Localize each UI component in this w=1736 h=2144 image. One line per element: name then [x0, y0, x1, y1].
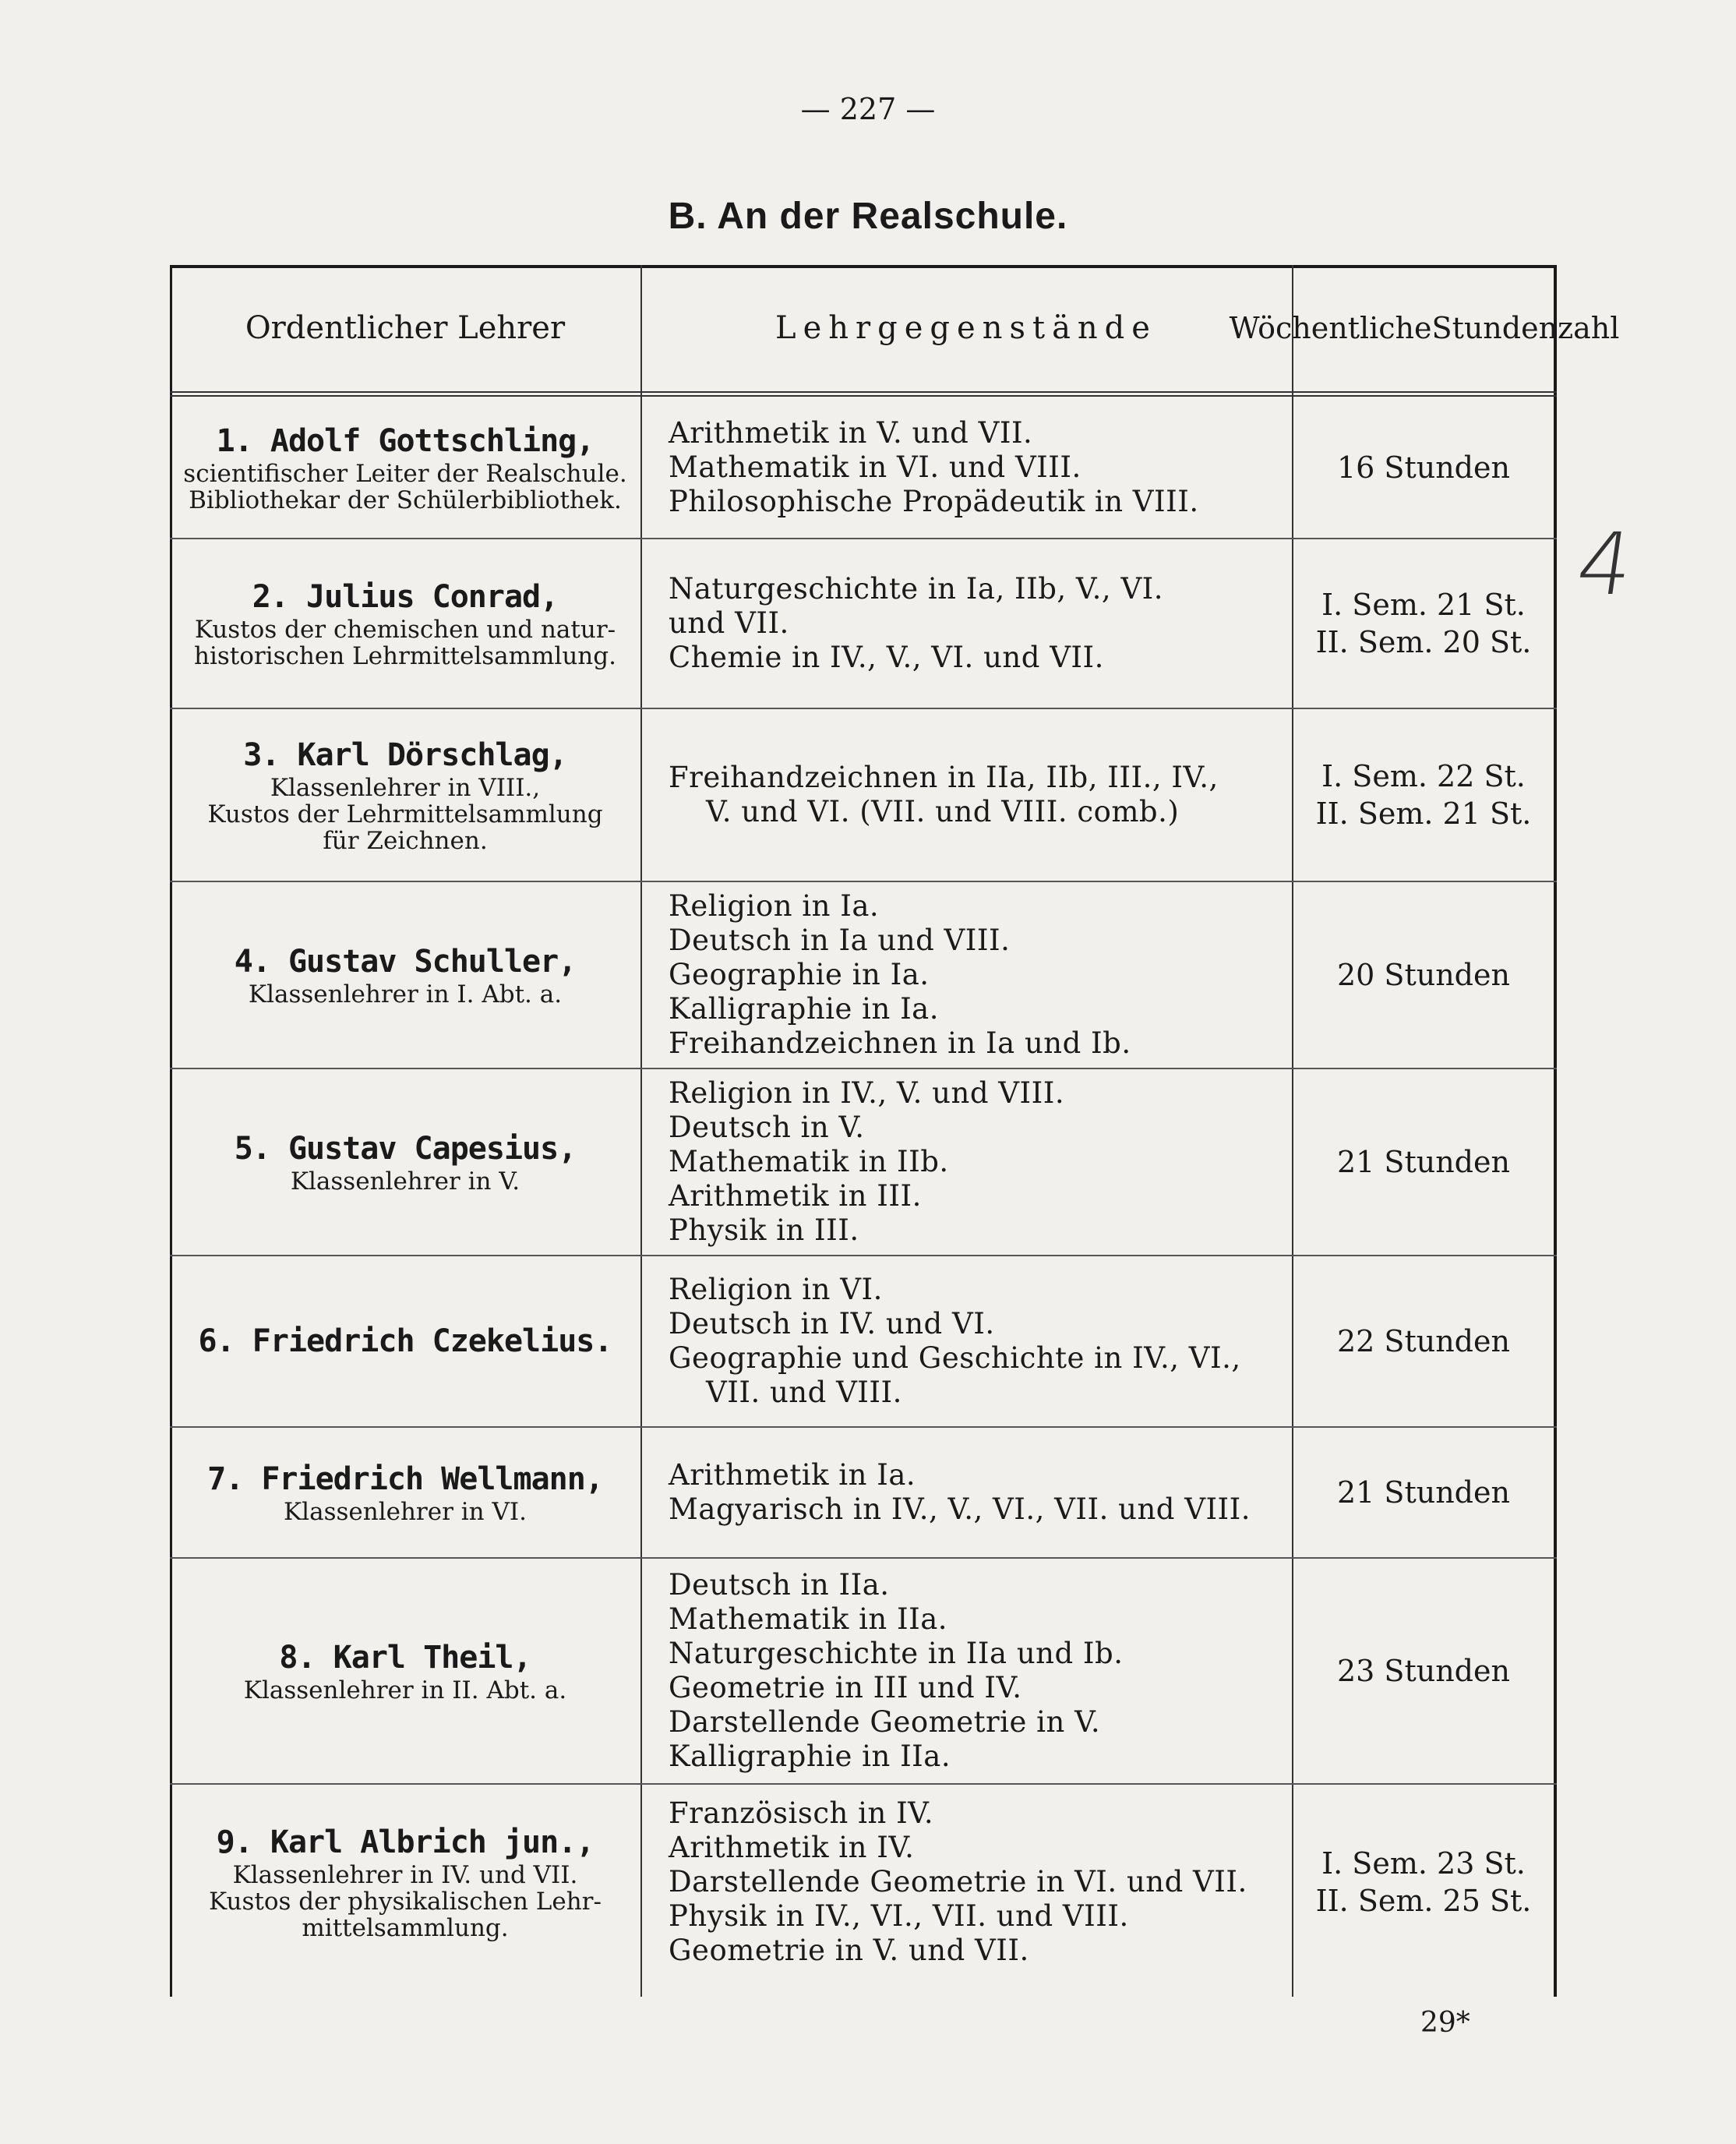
- table-row-subjects: [669, 1069, 1284, 1255]
- table-row-teacher: [171, 1428, 639, 1557]
- table-row-hours: [1293, 882, 1554, 1068]
- hours-line: 23 Stunden: [1337, 1654, 1510, 1688]
- hours-line: 16 Stunden: [1337, 450, 1510, 485]
- table-row-subjects: [669, 1428, 1284, 1557]
- table-row-teacher: [171, 1559, 639, 1783]
- subject-line: Mathematik in IIa.: [669, 1602, 948, 1636]
- hours-line: II. Sem. 21 St.: [1315, 796, 1532, 831]
- hours-line: 21 Stunden: [1337, 1145, 1510, 1179]
- subject-line: Religion in Ia.: [669, 889, 880, 923]
- subject-line: VII. und VIII.: [706, 1376, 902, 1409]
- subject-line: Magyarisch in IV., V., VI., VII. und VIII.: [669, 1492, 1251, 1526]
- subject-line: Freihandzeichnen in Ia und Ib.: [669, 1026, 1131, 1060]
- hours-line: II. Sem. 25 St.: [1315, 1884, 1532, 1918]
- handwritten-mark: 4: [1571, 514, 1639, 614]
- teacher-name: 5. Gustav Capesius,: [234, 1131, 577, 1167]
- table-row-subjects: [669, 539, 1284, 708]
- table-row-teacher: [171, 709, 639, 881]
- header-teacher: Ordentlicher Lehrer: [245, 310, 566, 346]
- teacher-name: 4. Gustav Schuller,: [234, 944, 577, 980]
- subject-line: Geometrie in V. und VII.: [669, 1934, 1029, 1967]
- subject-line: Mathematik in IIb.: [669, 1145, 949, 1178]
- teacher-role: scientifischer Leiter der Realschule.: [183, 459, 627, 488]
- section-title: B. An der Realschule.: [668, 196, 1068, 237]
- table-row-hours: [1293, 1428, 1554, 1557]
- table-row-teacher: [171, 882, 639, 1068]
- subject-line: Geographie in Ia.: [669, 958, 930, 991]
- subject-line: Mathematik in VI. und VIII.: [669, 450, 1081, 484]
- signature-mark: 29*: [1420, 2007, 1470, 2039]
- subject-line: Deutsch in IIa.: [669, 1568, 890, 1602]
- subject-line: Arithmetik in III.: [669, 1179, 922, 1213]
- header-divider: [170, 391, 1557, 397]
- subject-line: Naturgeschichte in Ia, IIb, V., VI.: [669, 572, 1164, 606]
- subject-line: Arithmetik in V. und VII.: [669, 415, 1033, 450]
- page-number: — 227 —: [800, 92, 936, 126]
- header-hours-line: Stundenzahl: [1431, 311, 1620, 345]
- subject-line: Physik in IV., VI., VII. und VIII.: [669, 1899, 1129, 1933]
- teacher-role: Klassenlehrer in VI.: [284, 1498, 527, 1526]
- subject-line: Deutsch in Ia und VIII.: [669, 924, 1011, 957]
- subject-line: Arithmetik in Ia.: [669, 1458, 916, 1492]
- subject-line: Kalligraphie in IIa.: [669, 1740, 951, 1773]
- hours-line: II. Sem. 20 St.: [1315, 625, 1532, 659]
- table-row-subjects: [669, 397, 1284, 538]
- subject-line: Deutsch in IV. und VI.: [669, 1307, 995, 1340]
- subject-line: Religion in IV., V. und VIII.: [669, 1076, 1065, 1110]
- teacher-name: 6. Friedrich Czekelius.: [198, 1323, 612, 1359]
- table-row-hours: [1293, 1256, 1554, 1426]
- subject-line: Darstellende Geometrie in VI. und VII.: [669, 1865, 1247, 1899]
- subject-line: Darstellende Geometrie in V.: [669, 1705, 1101, 1739]
- teacher-role: Kustos der physikalischen Lehr-: [209, 1888, 602, 1916]
- table-row-hours: [1293, 1069, 1554, 1255]
- teacher-role: historischen Lehrmittelsammlung.: [194, 642, 616, 670]
- subject-line: Naturgeschichte in IIa und Ib.: [669, 1637, 1124, 1670]
- hours-line: I. Sem. 23 St.: [1321, 1846, 1526, 1881]
- table-row-hours: [1293, 1785, 1554, 1980]
- subject-line: Kalligraphie in Ia.: [669, 992, 939, 1026]
- subject-line: Deutsch in V.: [669, 1111, 865, 1144]
- table-row-subjects: [669, 709, 1284, 881]
- teacher-role: Klassenlehrer in II. Abt. a.: [243, 1676, 567, 1704]
- table-row-teacher: [171, 1785, 639, 1980]
- hours-line: 21 Stunden: [1337, 1475, 1510, 1510]
- teacher-name: 7. Friedrich Wellmann,: [207, 1461, 603, 1497]
- teacher-name: 1. Adolf Gottschling,: [216, 422, 595, 459]
- hours-line: I. Sem. 21 St.: [1321, 588, 1526, 622]
- table-row-hours: [1293, 709, 1554, 881]
- table-row-hours: [1293, 397, 1554, 538]
- table-row-subjects: [669, 882, 1284, 1068]
- subject-line: Religion in VI.: [669, 1273, 883, 1306]
- subject-line: V. und VI. (VII. und VIII. comb.): [706, 795, 1180, 828]
- table-row-hours: [1293, 1559, 1554, 1783]
- teacher-name: 2. Julius Conrad,: [252, 579, 559, 615]
- column-divider: [640, 265, 642, 1997]
- teacher-name: 9. Karl Albrich jun.,: [216, 1824, 595, 1860]
- header-hours-line: Wöchentliche: [1229, 311, 1432, 345]
- table-row-subjects: [669, 1256, 1284, 1426]
- subject-line: Freihandzeichnen in IIa, IIb, III., IV.,: [669, 761, 1219, 794]
- hours-line: 22 Stunden: [1337, 1324, 1510, 1358]
- table-row-hours: [1293, 539, 1554, 708]
- subject-line: und VII.: [669, 606, 789, 640]
- subject-line: Geometrie in III und IV.: [669, 1671, 1022, 1704]
- teacher-role: Klassenlehrer in V.: [290, 1167, 520, 1196]
- hours-line: I. Sem. 22 St.: [1321, 759, 1526, 793]
- teacher-role: Kustos der Lehrmittelsammlung: [207, 800, 603, 828]
- header-subjects: Lehrgegenstände: [775, 310, 1157, 346]
- teacher-role: Klassenlehrer in IV. und VII.: [232, 1861, 578, 1889]
- table-row-teacher: [171, 1256, 639, 1426]
- teacher-role: Kustos der chemischen und natur-: [194, 616, 616, 644]
- table-row-teacher: [171, 1069, 639, 1255]
- hours-line: 20 Stunden: [1337, 958, 1510, 992]
- table-row-teacher: [171, 539, 639, 708]
- teacher-role: Klassenlehrer in I. Abt. a.: [248, 980, 563, 1008]
- subject-line: Chemie in IV., V., VI. und VII.: [669, 641, 1104, 674]
- table-row-subjects: [669, 1559, 1284, 1783]
- teacher-role: Klassenlehrer in VIII.,: [270, 774, 541, 802]
- table-row-subjects: [669, 1785, 1284, 1980]
- teacher-role: Bibliothekar der Schülerbibliothek.: [189, 486, 622, 514]
- header-hours: [1229, 265, 1620, 391]
- teacher-name: 8. Karl Theil,: [279, 1640, 531, 1676]
- subject-line: Philosophische Propädeutik in VIII.: [669, 484, 1199, 518]
- teacher-role: für Zeichnen.: [323, 827, 488, 855]
- subject-line: Geographie und Geschichte in IV., VI.,: [669, 1341, 1241, 1375]
- teacher-name: 3. Karl Dörschlag,: [243, 737, 567, 773]
- teacher-role: mittelsammlung.: [302, 1914, 509, 1942]
- subject-line: Französisch in IV.: [669, 1796, 934, 1830]
- subject-line: Physik in III.: [669, 1213, 859, 1247]
- subject-line: Arithmetik in IV.: [669, 1831, 915, 1864]
- table-row-teacher: [171, 397, 639, 538]
